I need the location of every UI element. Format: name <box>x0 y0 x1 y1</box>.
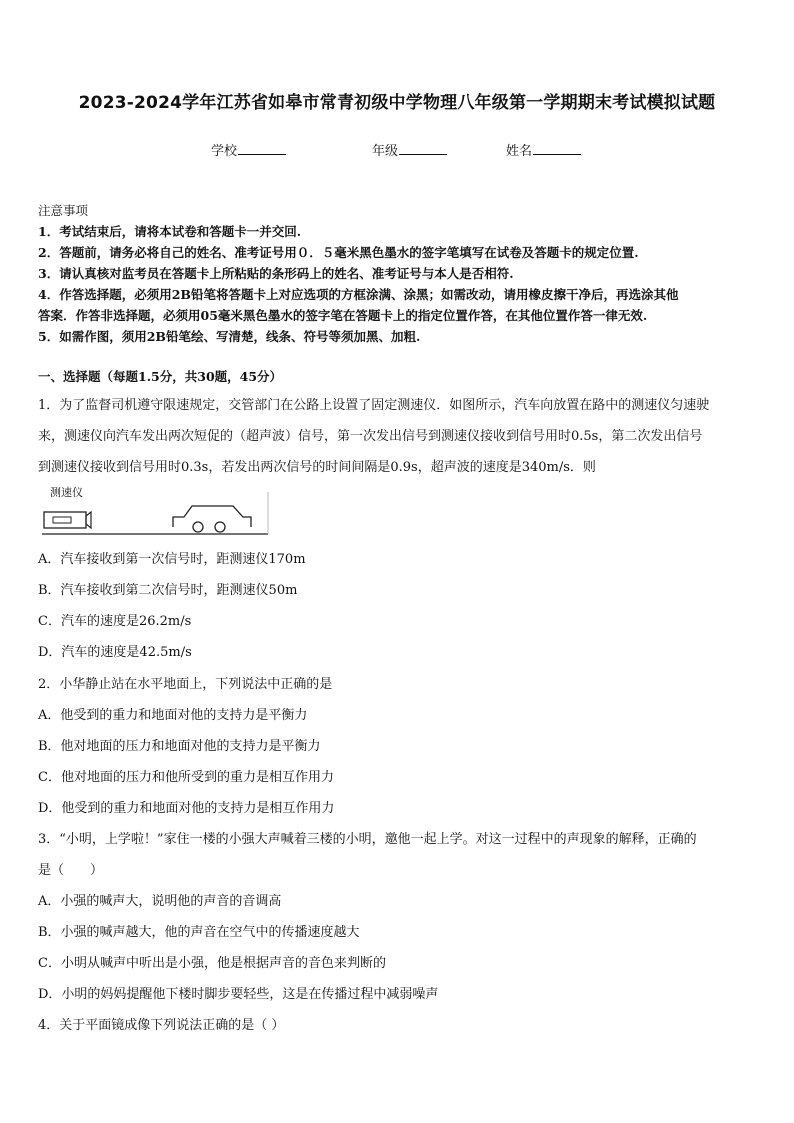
question-text-line: 2．小华静止站在水平地面上，下列说法中正确的是 <box>38 677 333 692</box>
option-b[interactable]: B．他对地面的压力和地面对他的支持力是平衡力 <box>38 739 321 754</box>
detector-lens <box>86 512 91 528</box>
question-text-line: 4．关于平面镜成像下列说法正确的是（ ） <box>38 1018 285 1033</box>
school-label: 学校 <box>211 144 238 159</box>
option-c[interactable]: C．小明从喊声中听出是小强，他是根据声音的音色来判断的 <box>38 956 386 971</box>
school-blank[interactable] <box>238 142 286 155</box>
name-blank[interactable] <box>533 142 581 155</box>
name-label: 姓名 <box>506 144 533 159</box>
question-text-line: 来，测速仪向汽车发出两次短促的（超声波）信号，第一次发出信号到测速仪接收到信号用时0.5s，第二次发出信号 <box>38 429 703 444</box>
option-a[interactable]: A．他受到的重力和地面对他的支持力是平衡力 <box>38 708 308 723</box>
section-heading: 一、选择题（每题1.5分，共30题，45分） <box>38 369 283 384</box>
option-c[interactable]: C．汽车的速度是26.2m/s <box>38 614 192 629</box>
question-2 <box>38 669 758 824</box>
exam-title: 2023-2024学年江苏省如皋市常青初级中学物理八年级第一学期期末考试模拟试题 <box>78 93 716 113</box>
notice-item: 答案．作答非选择题，必须用05毫米黑色墨水的签字笔在答题卡上的指定位置作答，在其他位置作答一律无效. <box>38 308 648 323</box>
notice-item: 2．答题前，请务必将自己的姓名、准考证号用０．５毫米黑色墨水的签字笔填写在试卷及答题卡的规定位置. <box>38 245 639 260</box>
speed-detector-figure <box>40 484 272 542</box>
car-wheel-front <box>193 522 203 532</box>
school-field[interactable] <box>211 140 286 159</box>
grade-label: 年级 <box>372 144 399 159</box>
notice-item: 3．请认真核对监考员在答题卡上所粘贴的条形码上的姓名、准考证号与本人是否相符. <box>38 266 514 281</box>
question-text-line: 到测速仪接收到信号用时0.3s，若发出两次信号的时间间隔是0.9s，超声波的速度是340m/s．则 <box>38 460 596 475</box>
option-a[interactable]: A．汽车接收到第一次信号时，距测速仪170m <box>38 552 306 567</box>
car-outline <box>173 506 251 527</box>
option-d[interactable]: D．他受到的重力和地面对他的支持力是相互作用力 <box>38 801 335 816</box>
car-wheel-rear <box>215 522 225 532</box>
notice-item: 4．作答选择题，必须用2B铅笔将答题卡上对应选项的方框涂满、涂黑；如需改动，请用橡皮擦干净后，再选涂其他 <box>38 287 679 302</box>
notice-heading: 注意事项 <box>38 203 89 218</box>
detector-body <box>44 512 86 528</box>
question-3 <box>38 824 758 1010</box>
figure-label: 测速仪 <box>50 486 83 499</box>
grade-field[interactable] <box>372 140 447 159</box>
question-text-line: 1．为了监督司机遵守限速规定，交管部门在公路上设置了固定测速仪．如图所示，汽车向放置在路中的测速仪匀速驶 <box>38 398 710 413</box>
option-b[interactable]: B．汽车接收到第二次信号时，距测速仪50m <box>38 583 298 598</box>
notice-item: 1．考试结束后，请将本试卷和答题卡一并交回. <box>38 224 302 239</box>
detector-screen <box>53 517 71 523</box>
option-d[interactable]: D．小明的妈妈提醒他下楼时脚步要轻些，这是在传播过程中减弱噪声 <box>38 987 439 1002</box>
option-a[interactable]: A．小强的喊声大，说明他的声音的音调高 <box>38 894 282 909</box>
question-4 <box>38 1010 758 1041</box>
option-c[interactable]: C．他对地面的压力和他所受到的重力是相互作用力 <box>38 770 334 785</box>
notice-block <box>38 200 758 347</box>
notice-item: 5．如需作图，须用2B铅笔绘、写清楚，线条、符号等须加黑、加粗. <box>38 329 421 344</box>
question-1-stem <box>38 390 758 483</box>
grade-blank[interactable] <box>399 142 447 155</box>
option-b[interactable]: B．小强的喊声越大，他的声音在空气中的传播速度越大 <box>38 925 360 940</box>
name-field[interactable] <box>506 140 581 159</box>
option-d[interactable]: D．汽车的速度是42.5m/s <box>38 645 192 660</box>
question-text-line: 3．“小明，上学啦！”家住一楼的小强大声喊着三楼的小明，邀他一起上学。对这一过程中的声现象的解释，正确的 <box>38 832 697 847</box>
question-1-options <box>38 544 758 668</box>
question-text-line: 是（ ） <box>38 863 104 878</box>
